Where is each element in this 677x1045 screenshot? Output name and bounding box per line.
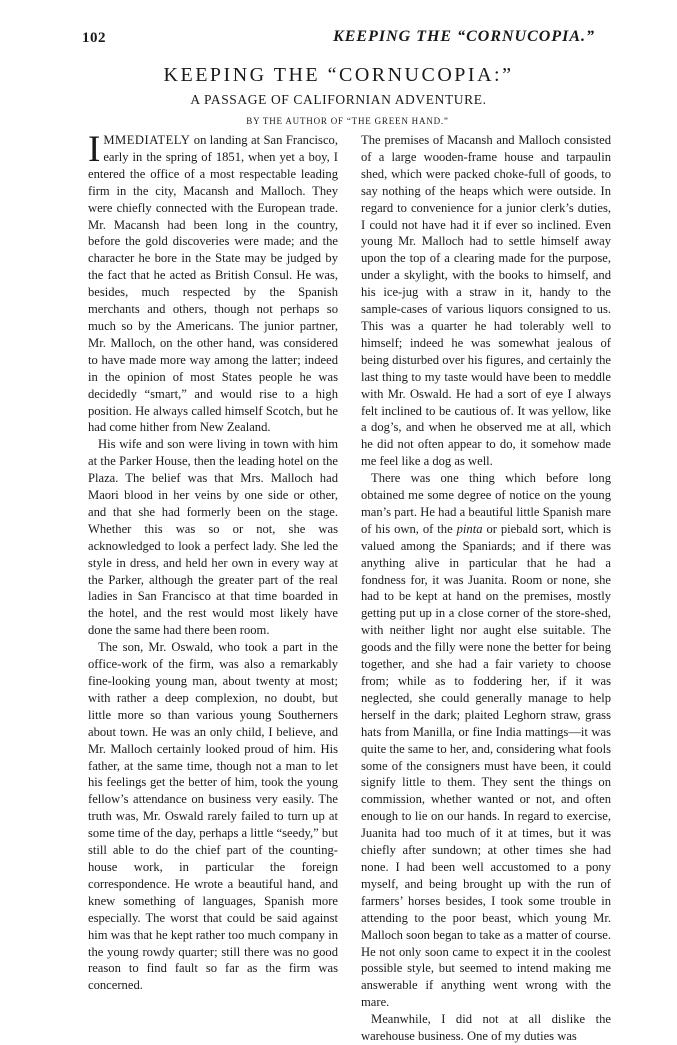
article-byline: BY THE AUTHOR OF “THE GREEN HAND.” [246,116,449,126]
drop-cap: I [88,129,101,170]
paragraph-1-text: on landing at San Francisco, early in the spring of 1851, when yet a boy, I entered the office of a most respectable leading firm in the city, Macansh and Malloch. They were chiefly connected with the European trade. Mr. Macansh had been long in the country, before the gold discoveries were made; and the character he bore in the State may be judged by the fact that he acted as British Consul. He was, besides, much respected by the Spanish merchants and others, though not perhaps so much so by the Americans. The junior partner, Mr. Malloch, on the other hand, was considered to have made more way among the latter; indeed in the opinion of most States people he was decidedly “smart,” and would rise to a high position. He always called himself Scotch, but he had come hither from New Zealand. [88,133,338,435]
paragraph-4-continued: The premises of Macansh and Malloch consisted of a large wooden-frame house and tarpaulin shed, which were packed choke-full of goods, to say nothing of the heaps which were outside. In regard to convenience for a junior clerk’s duties, I could not have had it if ever so inclined. Even young Mr. Malloch had to settle himself away upon the top of a clearing made for the purpose, under a skylight, with the books to himself, and his ice-jug with a straw in it, handy to the sample-cases of various liquors consigned to us. This was a quarter he had tolerably well to himself; indeed he was somewhat jealous of being disturbed over his figures, and certainly the last thing to my taste would have been to meddle with Mr. Oswald. He had a sort of eye I always felt inclined to be cautious of. It was yellow, like a dog’s, and when he observed me at all, which he did not often appear to do, it somehow made me feel like a dog as well. [361,133,611,469]
paragraph-3: The son, Mr. Oswald, who took a part in the office-work of the firm, was also a remarkably fine-looking young man, about twenty at most; with rather a deep complexion, no doubt, but little more so than various young Southerners about town. He was an only child, I believe, and Mr. Malloch certainly looked proud of him. His father, at the same time, though not a man to let his feelings get the better of him, took the young fellow’s attendance on business very easily. The truth was, Mr. Oswald rarely failed to turn up at some time of the day, perhaps a little “seedy,” but still able to do the chief part of the counting-house work, in particular the foreign correspondence. He wrote a beautiful hand, and knew something of languages, Spanish more especially. The worst that could be said against him was that he kept rather too much company in the young rowdy quarter; still there was no good reason to find fault so far as the firm was concerned. [88,640,338,993]
text-column-left [88,129,338,994]
paragraph-1 [88,129,338,436]
paragraph-2: His wife and son were living in town with him at the Parker House, then the leading hotel on the Plaza. The belief was that Mrs. Malloch had Maori blood in her veins by one side or other, and that she had formerly been on the stage. Whether this was so or not, she was acknowledged to look a perfect lady. She led the style in dress, and held her own in every way at the Parker, although the greater part of the real ladies in San Francisco at that time boarded in the hotel, and the rest would most likely have done the same had there been room. [88,437,338,638]
running-title: KEEPING THE “CORNUCOPIA.” [333,28,595,45]
lead-word: MMEDIATELY [103,133,191,147]
article-title: KEEPING THE “CORNUCOPIA:” [163,64,514,86]
paragraph-5-italic: pinta [456,521,483,536]
paragraph-5 [361,470,611,1011]
paragraph-5-after: or piebald sort, which is valued among the Spaniards; and if there was anything alive in particular that he had a fondness for, it was Juanita. Room or none, she had to be kept at hand on the premises, mostly getting put up in a close corner of the store-shed, with neither light nor aught else suitable. The goods and the filly were none the better for being together, and she had a fair variety to choose from; while as to foddering her, if it was neglected, she could generally manage to help herself in the dark; plaited Leghorn straw, grass hats from Manilla, or fine India mattings—it was quite the same to her, and, considering what fools some of the consigners must have been, it could signify little to them. They sent the things on commission, whether wanted or not, and often enough to lie on our hands. In regard to exercise, Juanita had too much of it at times, but it was chiefly after sundown; at other times she had none. I had been well accustomed to a pony myself, and being brought up with the run of farmers’ horses besides, I took some trouble in attending to the poor beast, which young Mr. Malloch soon began to take as a matter of course. He not only soon came to expect it in the coolest possible style, but seemed to intend making me answerable if anything went wrong with the mare. [361,521,611,1010]
text-column-right [361,132,611,1045]
paragraph-6: Meanwhile, I did not at all dislike the warehouse business. One of my duties was [361,1012,611,1044]
page-number: 102 [82,30,106,46]
paragraph-5-before: There was one thing which before long obtained me some degree of notice on the young man’s part. He had a beautiful little Spanish mare of his own, of the [361,471,611,536]
running-head [82,28,595,50]
article-subtitle: A PASSAGE OF CALIFORNIAN ADVENTURE. [190,92,487,107]
